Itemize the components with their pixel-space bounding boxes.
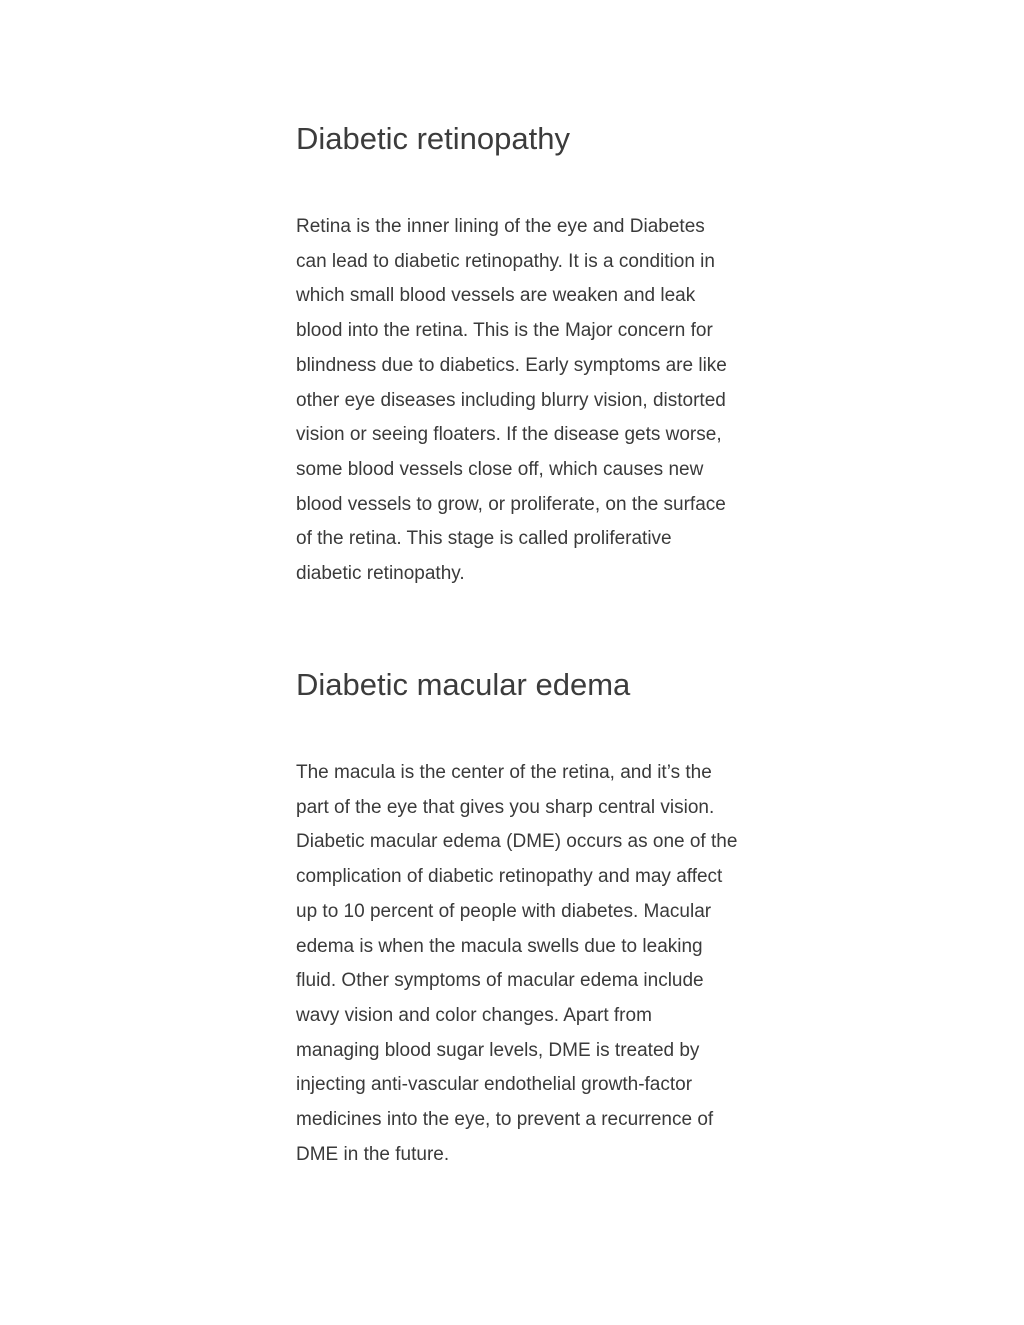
paragraph-line: fluid. Other symptoms of macular edema include (296, 970, 704, 992)
paragraph-line: diabetic retinopathy. (296, 563, 465, 585)
paragraph-line: which small blood vessels are weaken and leak (296, 285, 696, 307)
paragraph-line: Retina is the inner lining of the eye and Diabetes (296, 216, 705, 237)
section-paragraph (296, 756, 766, 1172)
paragraph-line: Diabetic macular edema (DME) occurs as one of the (296, 831, 738, 853)
paragraph-line: part of the eye that gives you sharp central vision. (296, 796, 715, 818)
paragraph-line: vision or seeing floaters. If the disease gets worse, (296, 424, 722, 446)
paragraph-line: complication of diabetic retinopathy and may affect (296, 866, 723, 888)
paragraph-line: other eye diseases including blurry vision, distorted (296, 389, 726, 411)
section-heading: Diabetic macular edema (296, 667, 631, 702)
paragraph-line: The macula is the center of the retina, and it’s the (296, 762, 712, 783)
paragraph-line: injecting anti-vascular endothelial growth-factor (296, 1074, 693, 1096)
paragraph-line: medicines into the eye, to prevent a recurrence of (296, 1109, 714, 1131)
paragraph-line: managing blood sugar levels, DME is treated by (296, 1039, 700, 1061)
section-heading: Diabetic retinopathy (296, 121, 570, 156)
paragraph-line: can lead to diabetic retinopathy. It is a condition in (296, 250, 715, 272)
paragraph-line: blindness due to diabetics. Early symptoms are like (296, 354, 727, 376)
paragraph-line: edema is when the macula swells due to leaking (296, 935, 703, 957)
paragraph-line: blood vessels to grow, or proliferate, on the surface (296, 493, 726, 515)
paragraph-line: wavy vision and color changes. Apart from (296, 1004, 652, 1026)
paragraph-line: of the retina. This stage is called proliferative (296, 528, 672, 550)
paragraph-line: some blood vessels close off, which causes new (296, 458, 704, 480)
paragraph-line: up to 10 percent of people with diabetes. Macular (296, 900, 712, 922)
paragraph-line: DME in the future. (296, 1143, 450, 1165)
section-paragraph (296, 210, 766, 592)
paragraph-line: blood into the retina. This is the Major concern for (296, 320, 713, 342)
